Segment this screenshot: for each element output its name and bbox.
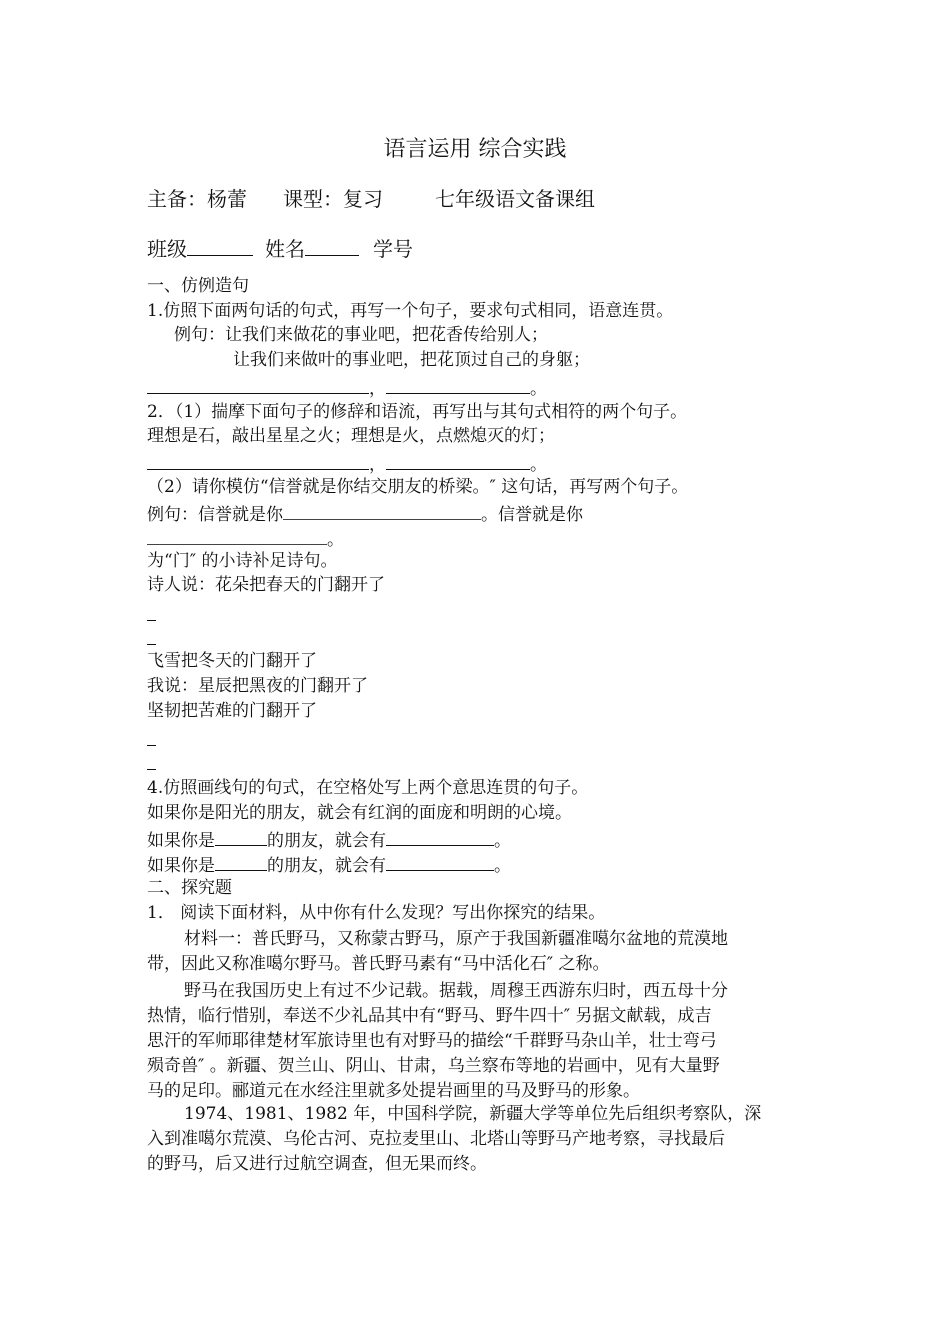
name-label: 姓名 bbox=[265, 237, 305, 261]
q3-poem-line-2: 飞雪把冬天的门翻开了 bbox=[147, 651, 317, 671]
q2-blank-1[interactable] bbox=[147, 451, 369, 470]
material-2-line-1: 野马在我国历史上有过不少记载。据载，周穆王西游东归时，西五母十分 bbox=[184, 981, 728, 1001]
q3-blank-mark-4[interactable] bbox=[147, 769, 156, 770]
preparer: 主备：杨蕾 bbox=[147, 187, 247, 211]
header-info-line bbox=[147, 186, 595, 212]
class-blank[interactable] bbox=[187, 237, 253, 256]
q2-prompt: 2．（1）揣摩下面句子的修辞和语流，再写出与其句式相符的两个句子。 bbox=[147, 402, 688, 422]
material-1-line-1: 材料一：普氏野马，又称蒙古野马，原产于我国新疆准噶尔盆地的荒漠地 bbox=[184, 929, 728, 949]
q3-poem-line-3: 我说：星辰把黑夜的门翻开了 bbox=[147, 676, 368, 696]
section2-heading: 二、探究题 bbox=[147, 878, 232, 898]
q1-example-2: 让我们来做叶的事业吧，把花顶过自己的身躯； bbox=[233, 350, 590, 370]
student-id-label: 学号 bbox=[373, 237, 413, 261]
q1-blank-1[interactable] bbox=[147, 375, 369, 394]
material-2-line-5: 马的足印。郦道元在水经注里就多处提岩画里的马及野马的形象。 bbox=[147, 1081, 640, 1101]
student-info-line bbox=[147, 236, 413, 262]
q1-blank-2[interactable] bbox=[386, 375, 530, 394]
material-2-line-3: 思汗的军师耶律楚材军旅诗里也有对野马的描绘“千群野马杂山羊，壮士弯弓 bbox=[147, 1031, 717, 1051]
period: 。 bbox=[494, 856, 511, 876]
material-3-line-1: 1974、1981、1982 年，中国科学院，新疆大学等单位先后组织考察队，深 bbox=[184, 1104, 762, 1124]
period: 。 bbox=[530, 379, 547, 399]
q2-example-blank-2[interactable] bbox=[147, 526, 327, 545]
name-blank[interactable] bbox=[305, 237, 359, 256]
fill-start: 如果你是 bbox=[147, 831, 215, 851]
material-1-line-2: 带，因此又称准噶尔野马。普氏野马素有“马中活化石″ 之称。 bbox=[147, 954, 610, 974]
q4-blank-1a[interactable] bbox=[215, 827, 267, 846]
example-mid: 。信誉就是你 bbox=[481, 505, 583, 525]
comma: ， bbox=[369, 455, 386, 475]
q2-example-line bbox=[147, 501, 583, 526]
material-3-line-2: 入到准噶尔荒漠、乌伦古河、克拉麦里山、北塔山等野马产地考察，寻找最后 bbox=[147, 1129, 725, 1149]
q1-prompt: 1.仿照下面两句话的句式，再写一个句子，要求句式相同，语意连贯。 bbox=[147, 301, 674, 321]
q3-blank-mark-3[interactable] bbox=[147, 745, 156, 746]
q2-part2-prompt: （2）请你模仿“信誉就是你结交朋友的桥梁。″ 这句话，再写两个句子。 bbox=[147, 477, 689, 497]
period: 。 bbox=[327, 530, 344, 550]
section1-heading: 一、仿例造句 bbox=[147, 276, 249, 296]
q3-poem-line-4: 坚韧把苦难的门翻开了 bbox=[147, 701, 317, 721]
page-title: 语言运用 综合实践 bbox=[383, 137, 567, 162]
example-start: 例句：信誉就是你 bbox=[147, 505, 283, 525]
q1-example-1: 例句：让我们来做花的事业吧，把花香传给别人； bbox=[174, 325, 548, 345]
q4-fill-line-2 bbox=[147, 852, 511, 877]
q2-blank-2[interactable] bbox=[386, 451, 530, 470]
q4-prompt: 4.仿照画线句的句式，在空格处写上两个意思连贯的句子。 bbox=[147, 778, 589, 798]
material-2-line-2: 热情，临行惜别，奉送不少礼品其中有“野马、野牛四十″ 另据文献载，成吉 bbox=[147, 1006, 712, 1026]
q4-blank-2a[interactable] bbox=[215, 852, 267, 871]
fill-mid: 的朋友，就会有 bbox=[267, 831, 386, 851]
q2-sentence: 理想是石，敲出星星之火；理想是火，点燃熄灭的灯； bbox=[147, 426, 555, 446]
material-2-line-4: 殒奇兽″ 。新疆、贺兰山、阴山、甘肃，乌兰察布等地的岩画中，见有大量野 bbox=[147, 1056, 720, 1076]
q4-fill-line-1 bbox=[147, 827, 511, 852]
q2-example-line-2 bbox=[147, 526, 344, 551]
q3-blank-mark-2[interactable] bbox=[147, 644, 156, 645]
material-3-line-3: 的野马，后又进行过航空调查，但无果而终。 bbox=[147, 1154, 487, 1174]
q2-example-blank-1[interactable] bbox=[283, 501, 481, 520]
period: 。 bbox=[494, 831, 511, 851]
lesson-type: 课型：复习 bbox=[283, 187, 383, 211]
fill-start: 如果你是 bbox=[147, 856, 215, 876]
q4-blank-2b[interactable] bbox=[386, 852, 494, 871]
q1-answer-line bbox=[147, 375, 547, 400]
fill-mid: 的朋友，就会有 bbox=[267, 856, 386, 876]
q4-blank-1b[interactable] bbox=[386, 827, 494, 846]
period: 。 bbox=[530, 455, 547, 475]
q3-prompt: 为“门″ 的小诗补足诗句。 bbox=[147, 551, 338, 571]
comma: ， bbox=[369, 379, 386, 399]
class-label: 班级 bbox=[147, 237, 187, 261]
q2-answer-line bbox=[147, 451, 547, 476]
grade-group: 七年级语文备课组 bbox=[435, 187, 595, 211]
s2-q1-prompt: 1． 阅读下面材料，从中你有什么发现？写出你探究的结果。 bbox=[147, 903, 606, 923]
q4-model-sentence: 如果你是阳光的朋友，就会有红润的面庞和明朗的心境。 bbox=[147, 803, 572, 823]
q3-poem-line-1: 诗人说：花朵把春天的门翻开了 bbox=[147, 575, 385, 595]
q3-blank-mark-1[interactable] bbox=[147, 620, 156, 621]
